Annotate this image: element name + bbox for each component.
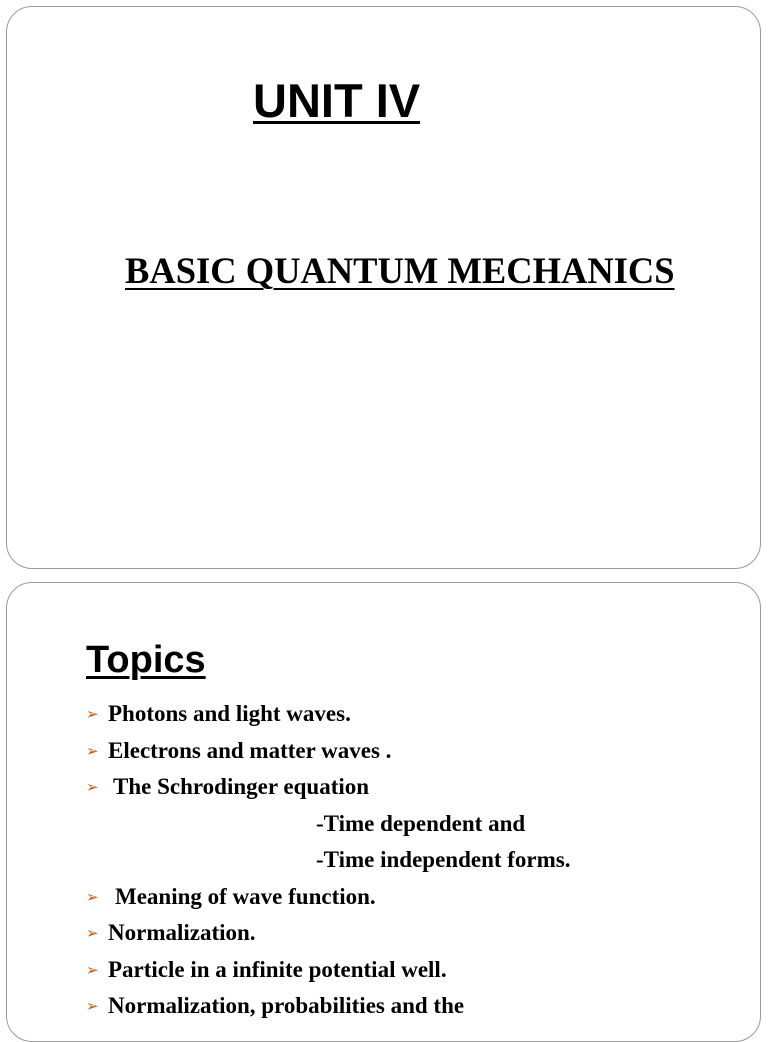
topic-item [86, 769, 571, 806]
topic-item [86, 696, 571, 733]
topic-item [86, 879, 571, 916]
topic-item [86, 952, 571, 989]
topic-label: Electrons and matter waves . [108, 737, 392, 763]
topic-label: Normalization, probabilities and the [108, 993, 465, 1019]
unit-subtitle: BASIC QUANTUM MECHANICS [125, 250, 675, 291]
arrow-bullet-icon: ➢ [86, 924, 99, 943]
topic-subitem [86, 806, 571, 843]
arrow-bullet-icon: ➢ [86, 960, 99, 979]
topic-label: Normalization. [108, 920, 256, 946]
arrow-bullet-icon: ➢ [86, 705, 99, 724]
slide-topics [6, 582, 761, 1042]
arrow-bullet-icon: ➢ [86, 997, 99, 1016]
topic-label: Meaning of wave function. [115, 883, 376, 909]
arrow-bullet-icon: ➢ [86, 778, 99, 797]
topic-item [86, 733, 571, 770]
topic-item [86, 915, 571, 952]
topic-label: -Time dependent and [316, 810, 526, 836]
topic-item [86, 988, 571, 1025]
arrow-bullet-icon: ➢ [86, 741, 99, 760]
topic-list [86, 696, 571, 1025]
topic-subitem [86, 842, 571, 879]
topic-label: -Time independent forms. [316, 847, 571, 873]
unit-title: UNIT IV [253, 74, 421, 127]
topic-label: The Schrodinger equation [113, 774, 370, 800]
topic-label: Photons and light waves. [108, 701, 351, 727]
topics-heading: Topics [86, 639, 206, 681]
arrow-bullet-icon: ➢ [86, 887, 99, 906]
topic-label: Particle in a infinite potential well. [108, 956, 447, 982]
slide-unit-title [6, 6, 761, 569]
